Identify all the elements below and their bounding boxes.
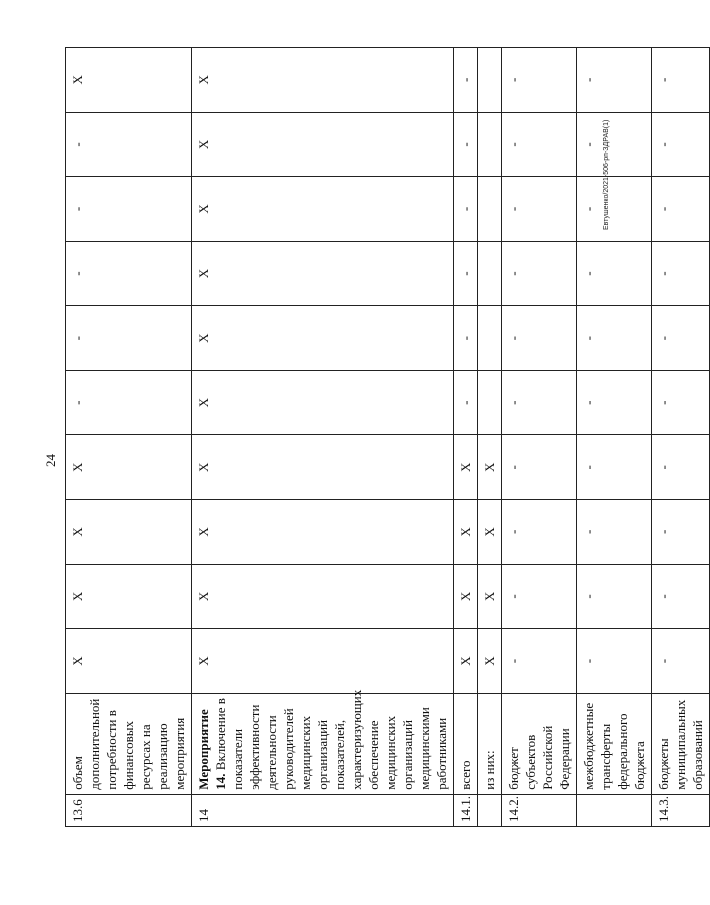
cell: X	[478, 500, 502, 565]
table-row	[66, 48, 192, 827]
row-label: бюджеты муниципальных образований	[652, 693, 710, 794]
cell: X	[192, 112, 454, 177]
row-number: 14.1.	[454, 794, 478, 826]
cell: X	[192, 500, 454, 565]
row-number	[577, 794, 652, 826]
cell: -	[502, 306, 577, 371]
cell: -	[66, 112, 192, 177]
cell: -	[66, 370, 192, 435]
table-row	[577, 48, 652, 827]
cell: -	[454, 241, 478, 306]
row-number: 14.2.	[502, 794, 577, 826]
cell: -	[577, 48, 652, 113]
cell: -	[454, 306, 478, 371]
cell: -	[652, 435, 710, 500]
cell: -	[577, 370, 652, 435]
cell: -	[652, 177, 710, 242]
cell: X	[454, 629, 478, 694]
row-number	[478, 794, 502, 826]
cell	[478, 112, 502, 177]
cell: -	[577, 629, 652, 694]
table-row	[192, 48, 454, 827]
table-row	[652, 48, 710, 827]
cell: X	[478, 435, 502, 500]
cell: X	[66, 500, 192, 565]
cell: -	[577, 306, 652, 371]
cell: X	[192, 629, 454, 694]
cell	[478, 48, 502, 113]
cell: -	[454, 112, 478, 177]
row-number: 14.3.	[652, 794, 710, 826]
row-label: бюджет субъектов Российской Федерации	[502, 693, 577, 794]
cell: -	[502, 370, 577, 435]
cell: -	[502, 241, 577, 306]
cell: -	[577, 500, 652, 565]
cell: X	[192, 306, 454, 371]
row-label: всего	[454, 693, 478, 794]
cell: -	[577, 112, 652, 177]
cell: -	[66, 177, 192, 242]
cell: -	[502, 48, 577, 113]
cell: X	[66, 435, 192, 500]
cell: -	[502, 435, 577, 500]
cell: X	[454, 435, 478, 500]
cell: X	[454, 564, 478, 629]
cell	[478, 306, 502, 371]
cell: -	[454, 177, 478, 242]
cell: -	[66, 306, 192, 371]
table-row	[454, 48, 478, 827]
cell: -	[577, 435, 652, 500]
row-number: 14	[192, 794, 454, 826]
cell: X	[478, 629, 502, 694]
cell: -	[652, 48, 710, 113]
cell: X	[454, 500, 478, 565]
cell: -	[502, 564, 577, 629]
cell: X	[192, 564, 454, 629]
cell: -	[652, 241, 710, 306]
cell: -	[652, 629, 710, 694]
cell: X	[478, 564, 502, 629]
table-row	[478, 48, 502, 827]
cell: X	[66, 564, 192, 629]
cell: -	[577, 241, 652, 306]
row-label: из них:	[478, 693, 502, 794]
row-label-text: Включение в показатели эффективности деятельности руководителей медицинских организаций показателей, характеризующих обеспечение медицинских организаций медицинскими работниками	[213, 689, 449, 790]
row-label	[192, 689, 454, 794]
cell: -	[66, 241, 192, 306]
cell	[478, 177, 502, 242]
row-label-bold: Мероприятие 14.	[196, 709, 228, 790]
cell: X	[192, 370, 454, 435]
cell: X	[66, 629, 192, 694]
cell: X	[192, 241, 454, 306]
cell: -	[502, 112, 577, 177]
cell: -	[652, 370, 710, 435]
cell: -	[652, 564, 710, 629]
cell: X	[66, 48, 192, 113]
row-number: 13.6	[66, 794, 192, 826]
cell: -	[502, 629, 577, 694]
cell: -	[502, 500, 577, 565]
document-code: Евтушенко/2021-506-рп-ЗДРАВ(1)	[603, 119, 610, 230]
financing-table	[65, 47, 710, 827]
cell: X	[192, 435, 454, 500]
cell: -	[502, 177, 577, 242]
cell	[478, 241, 502, 306]
cell: -	[577, 564, 652, 629]
table-row	[502, 48, 577, 827]
cell: -	[652, 306, 710, 371]
cell: X	[192, 48, 454, 113]
cell: -	[577, 177, 652, 242]
cell	[478, 370, 502, 435]
cell: -	[652, 500, 710, 565]
row-label: объем дополнительной потребности в финансовых ресурсах на реализацию мероприятия	[66, 693, 192, 794]
row-label: межбюджетные трансферты федерального бюджета	[577, 693, 652, 794]
page-number: 24	[43, 454, 58, 467]
cell: -	[652, 112, 710, 177]
cell: -	[454, 48, 478, 113]
cell: -	[454, 370, 478, 435]
cell: X	[192, 177, 454, 242]
